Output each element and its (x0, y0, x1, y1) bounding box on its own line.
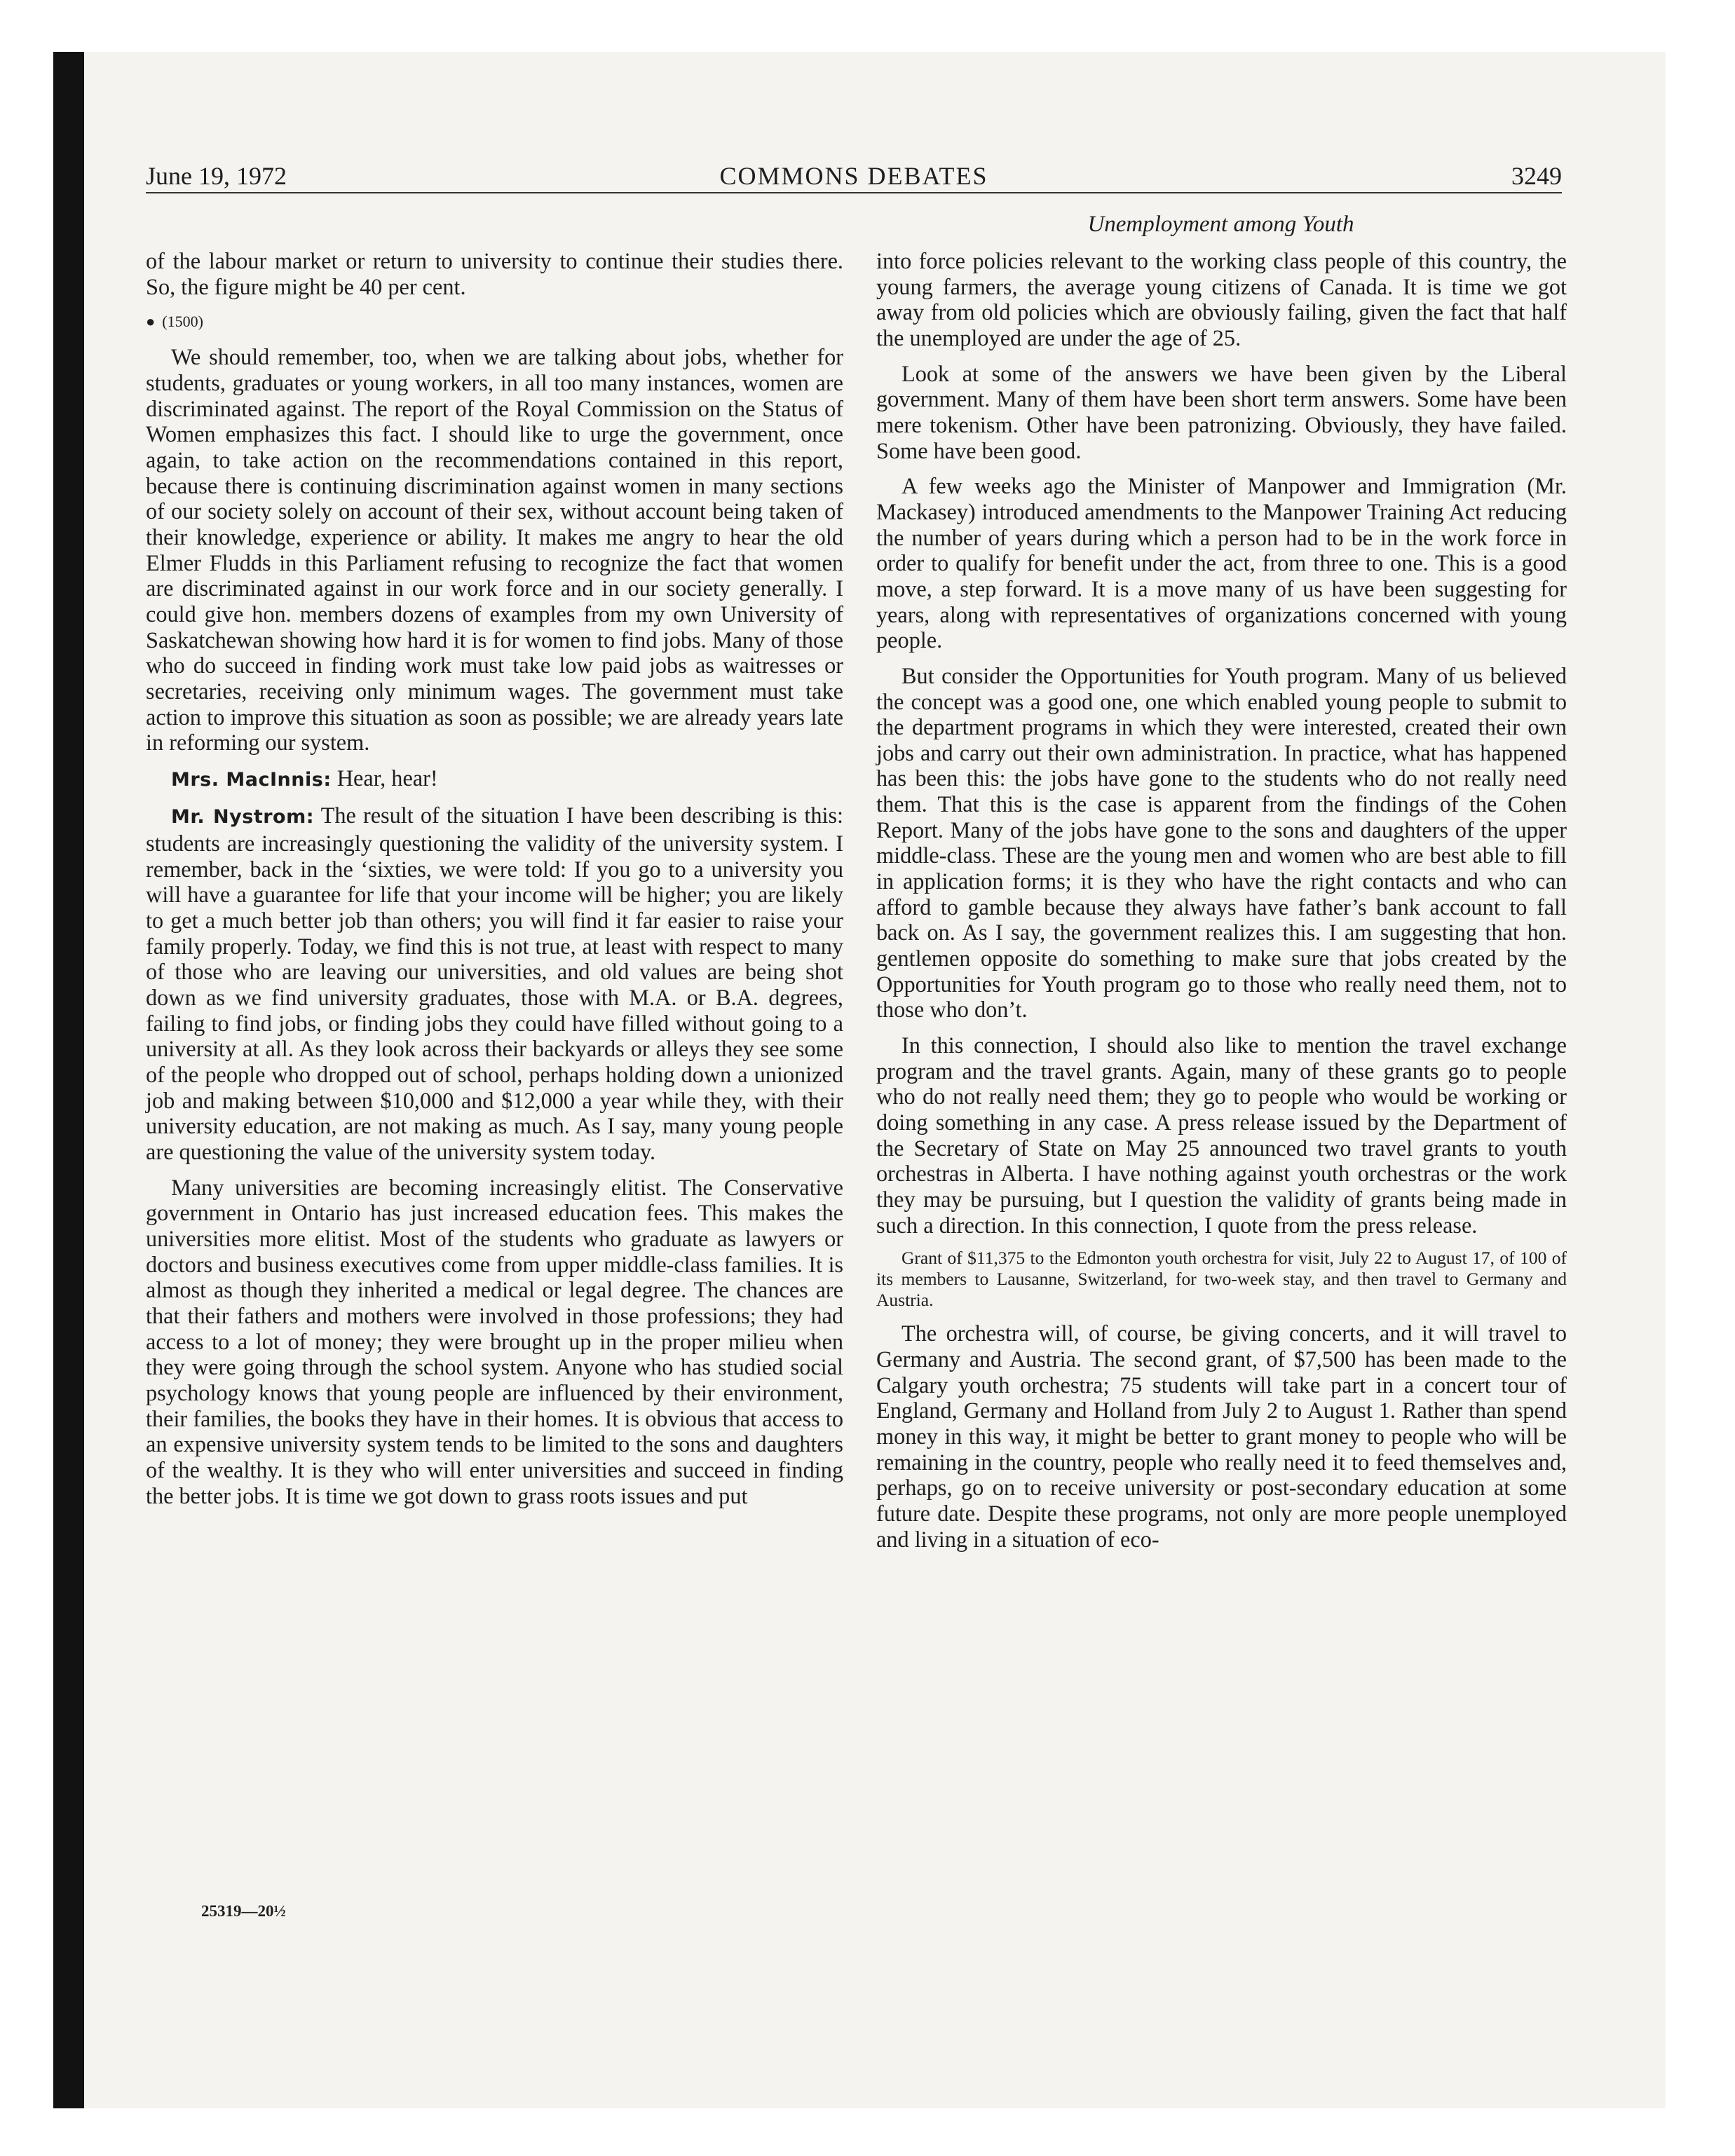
speaker-name: Mrs. MacInnis: (171, 768, 332, 791)
paragraph: In this connection, I should also like to mention the travel exchange program and the travel grants. Again, many of these grants go to people who do not really need them; they go to people who would be working or doing something in any case. A press release issued by the Department of the Secretary of State on May 25 announced two travel grants to youth orchestras in Alberta. I have nothing against youth orchestras or the work they may be pursuing, but I question the validity of grants being made in such a direction. In this connection, I quote from the press release. (876, 1032, 1567, 1238)
time-stamp-text: (1500) (162, 313, 203, 331)
left-column (146, 248, 843, 1518)
bullet-icon: ● (146, 313, 156, 331)
page-header (146, 156, 1562, 193)
scan-edge-bar (53, 52, 84, 2108)
paragraph: into force policies relevant to the working class people of this country, the young farmers, the average young citizens of Canada. It is time we got away from old policies which are obviously failing, given the fact that half the unemployed are under the age of 25. (876, 248, 1567, 350)
paragraph: Look at some of the answers we have been given by the Liberal government. Many of them have been short term answers. Some have been mere tokenism. Other have been patronizing. Obviously, they have failed. Some have been good. (876, 360, 1567, 463)
speech-block (146, 803, 843, 1164)
footer-print-code: 25319—20½ (201, 1902, 286, 1920)
speech-text: The result of the situation I have been describing is this: students are increasingly questioning the validity of the university system. I remember, back in the ‘sixties, we were told: If you go to a university you will have a guarantee for life that your income will be higher; you are likely to get a much better job than others; you will find it far easier to raise your family properly. Today, we find this is not true, at least with respect to many of those who are leaving our universities, and old values are being shot down as we find university graduates, those with M.A. or B.A. degrees, failing to find jobs, or finding jobs they could have filled without going to a university at all. As they look across their backyards or alleys they see some of the people who dropped out of school, perhaps holding down a unionized job and making between $10,000 and $12,000 a year while they, with their university education, are not making as much. As I say, many young people are questioning the value of the university system today. (146, 803, 843, 1164)
quoted-press-release: Grant of $11,375 to the Edmonton youth orchestra for visit, July 22 to August 17, of 100 of its members to Lausanne, Switzerland, for two-week stay, and then travel to Germany and Austria. (876, 1248, 1567, 1311)
header-page-number: 3249 (1511, 162, 1562, 190)
paragraph: Many universities are becoming increasingly elitist. The Conservative government in Ontario has just increased education fees. This makes the universities more elitist. Most of the students who graduate as lawyers or doctors and business executives come from upper middle-class families. It is almost as though they inherited a medical or legal degree. The chances are that their fathers and mothers were involved in those professions; they had access to a lot of money; they were brought up in the proper milieu when they were going through the school system. Anyone who has studied social psychology knows that young people are influenced by their environment, their families, the books they have in their homes. It is obvious that access to an expensive university system tends to be limited to the sons and daughters of the wealthy. It is they who will enter universities and succeed in finding the better jobs. It is time we got down to grass roots issues and put (146, 1174, 843, 1508)
paragraph: of the labour market or return to university to continue their studies there. So, the figure might be 40 per cent. (146, 248, 843, 299)
speech-text: Hear, hear! (336, 765, 438, 791)
time-stamp (146, 309, 843, 334)
header-date: June 19, 1972 (146, 162, 287, 190)
speaker-name: Mr. Nystrom: (171, 806, 315, 828)
paragraph: A few weeks ago the Minister of Manpower and Immigration (Mr. Mackasey) introduced amendments to the Manpower Training Act reducing the number of years during which a person had to be in the work force in order to qualify for benefit under the act, from three to one. This is a good move, a step forward. It is a move many of us have been suggesting for years, along with representatives of organizations concerned with young people. (876, 473, 1567, 653)
paragraph: The orchestra will, of course, be giving concerts, and it will travel to Germany and Austria. The second grant, of $7,500 has been made to the Calgary youth orchestra; 75 students will take part in a concert tour of England, Germany and Holland from July 2 to August 1. Rather than spend money in this way, it might be better to grant money to people who will be remaining in the country, people who really need it to feed themselves and, perhaps, go on to receive university or post-secondary education at some future date. Despite these programs, not only are more people unemployed and living in a situation of eco- (876, 1321, 1567, 1552)
speech-block (146, 765, 843, 793)
paragraph: But consider the Opportunities for Youth program. Many of us believed the concept was a good one, one which enabled young people to submit to the department programs in which they were interested, created their own jobs and carry out their own administration. In practice, what has happened has been this: the jobs have gone to the students who do not really need them. That this is the case is apparent from the findings of the Cohen Report. Many of the jobs have gone to the sons and daughters of the upper middle-class. These are the young men and women who are best able to fill in application forms; it is they who have the right contacts and who can afford to gamble because they always have father’s bank account to fall back on. As I say, the government realizes this. I am suggesting that hon. gentlemen opposite do something to make sure that jobs created by the Opportunities for Youth program go to those who really need them, not to those who don’t. (876, 662, 1567, 1023)
paragraph: We should remember, too, when we are talking about jobs, whether for students, graduates or young workers, in all too many instances, women are discriminated against. The report of the Royal Commission on the Status of Women emphasizes this fact. I should like to urge the government, once again, to take action on the recommendations contained in this report, because there is continuing discrimination against women in many sections of our society solely on account of their sex, without account being taken of their knowledge, experience or ability. It makes me angry to hear the old Elmer Fludds in this Parliament refusing to recognize the fact that women are discriminated against in our work force and in our society generally. I could give hon. members dozens of examples from my own University of Saskatchewan showing how hard it is for women to find jobs. Many of those who do succeed in finding work must take low paid jobs as waitresses or secretaries, receiving only minimum wages. The government must take action to improve this situation as soon as possible; we are already years late in reforming our system. (146, 344, 843, 756)
subject-heading: Unemployment among Youth (1087, 212, 1354, 237)
right-column (876, 248, 1567, 1562)
header-title: COMMONS DEBATES (719, 162, 988, 190)
